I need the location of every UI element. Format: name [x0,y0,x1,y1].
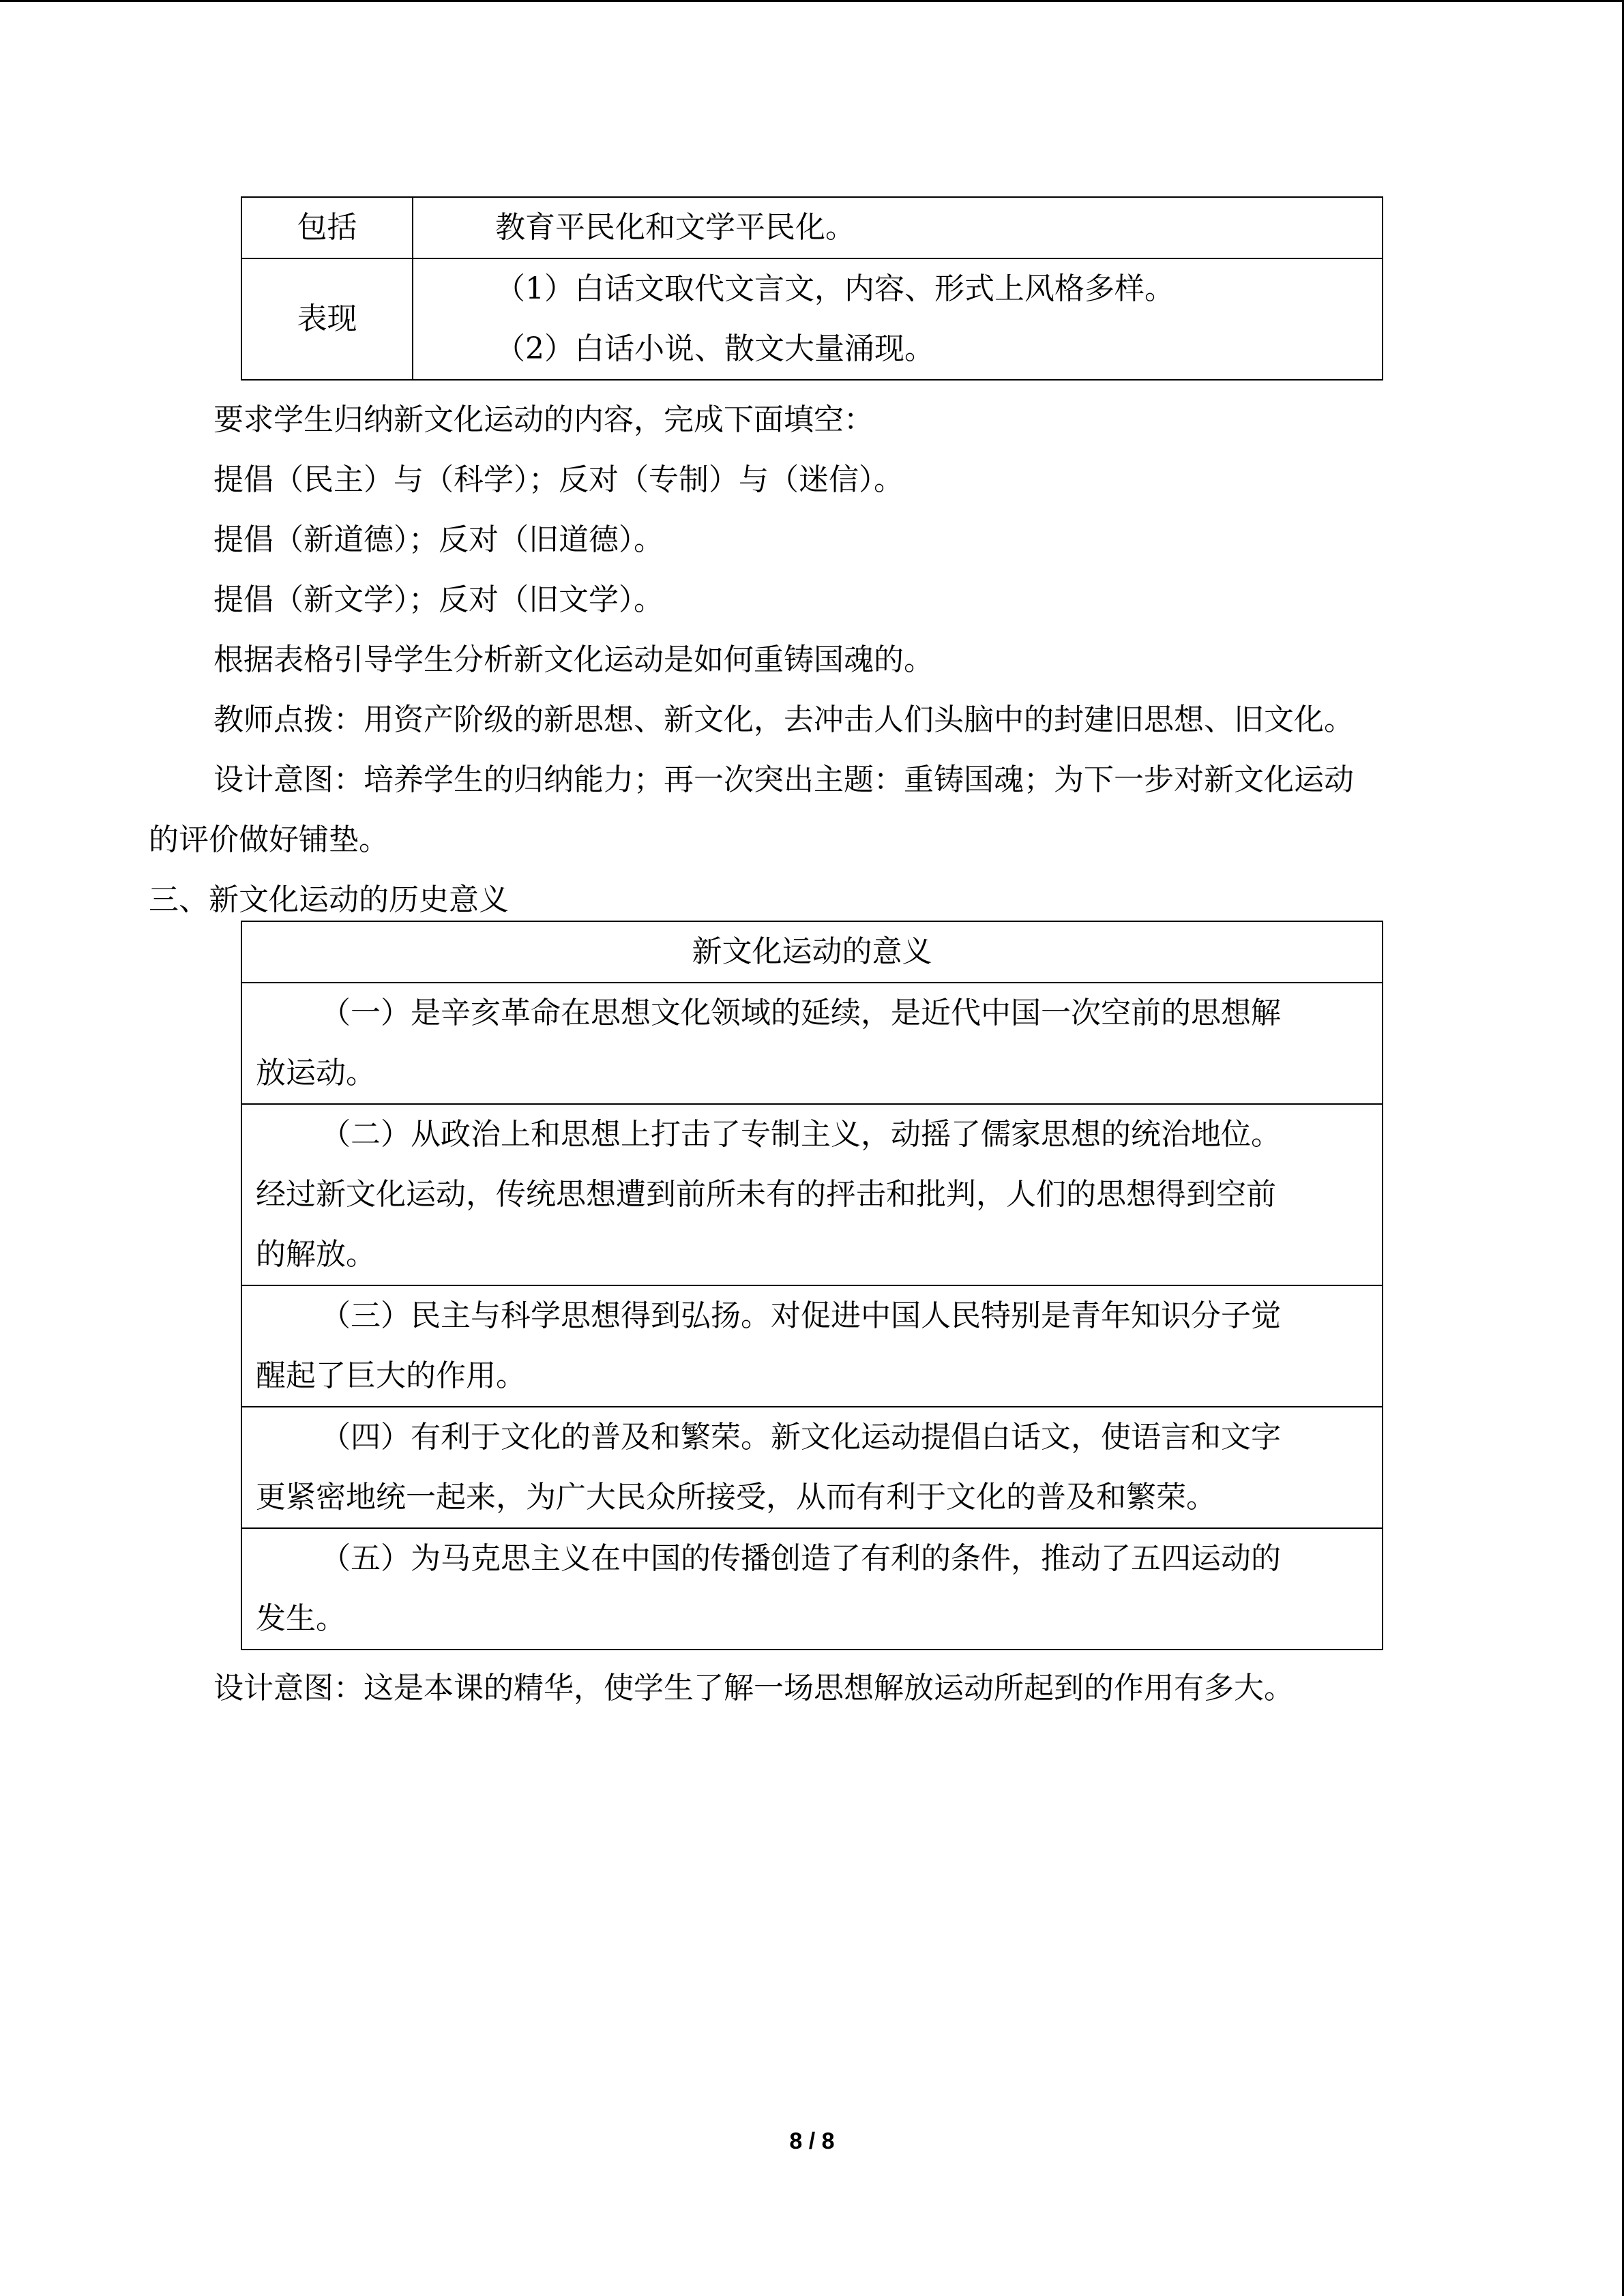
cell-line: 更紧密地统一起来，为广大民众所接受，从而有利于文化的普及和繁荣。 [256,1480,1216,1515]
table-row [241,983,1383,1104]
table-cell [241,983,1383,1104]
cell-line: 发生。 [256,1601,346,1636]
content-line: 教育平民化和文学平民化。 [495,210,855,245]
row-content-show [413,258,1383,380]
cell-line: 放运动。 [256,1056,376,1090]
table-row-show [241,258,1383,380]
content-line: （2）白话小说、散文大量涌现。 [495,331,934,366]
table-cell [241,1407,1383,1528]
paragraph-fill-3: 提倡（新文学）；反对（旧文学）。 [213,582,664,617]
cell-line: （二）从政治上和思想上打击了专制主义，动摇了儒家思想的统治地位。 [321,1117,1281,1152]
paragraph-fill-1: 提倡（民主）与（科学）；反对（专制）与（迷信）。 [213,462,904,497]
table-cell [241,1528,1383,1650]
paragraph-design-intent-line1: 设计意图：培养学生的归纳能力；再一次突出主题：重铸国魂；为下一步对新文化运动 [213,762,1354,797]
cell-line: （四）有利于文化的普及和繁荣。新文化运动提倡白话文，使语言和文字 [321,1420,1281,1455]
paragraph-closing: 设计意图：这是本课的精华，使学生了解一场思想解放运动所起到的作用有多大。 [213,1671,1294,1705]
cell-line: 的解放。 [256,1237,376,1272]
cell-line: 经过新文化运动，传统思想遭到前所未有的抨击和批判，人们的思想得到空前 [256,1177,1276,1212]
cell-line: 醒起了巨大的作用。 [256,1358,526,1393]
table-row-include [241,197,1383,258]
table-row [241,1285,1383,1407]
content-line: （1）白话文取代文言文，内容、形式上风格多样。 [495,271,1175,306]
paragraph-teacher-note: 教师点拨：用资产阶级的新思想、新文化，去冲击人们头脑中的封建旧思想、旧文化。 [213,702,1354,737]
table-row [241,1104,1383,1285]
table-header-row [241,921,1383,983]
table-cell [241,1104,1383,1285]
table-row [241,1407,1383,1528]
content-table [241,196,1383,381]
top-border-line [0,0,1624,2]
cell-line: （一）是辛亥革命在思想文化领域的延续，是近代中国一次空前的思想解 [321,996,1281,1030]
cell-line: （五）为马克思主义在中国的传播创造了有利的条件，推动了五四运动的 [321,1541,1281,1576]
row-content-include [413,197,1383,258]
table-cell [241,1285,1383,1407]
row-label-show: 表现 [241,258,413,380]
row-label-include: 包括 [241,197,413,258]
table-header: 新文化运动的意义 [241,921,1383,983]
paragraph-fill-2: 提倡（新道德）；反对（旧道德）。 [213,522,664,557]
paragraph-design-intent-line2: 的评价做好铺垫。 [149,822,389,857]
paragraph-instruction: 要求学生归纳新文化运动的内容，完成下面填空： [213,402,874,437]
page-number: 8 / 8 [789,2128,835,2154]
paragraph-guide: 根据表格引导学生分析新文化运动是如何重铸国魂的。 [213,642,934,677]
table-row [241,1528,1383,1650]
section-heading: 三、新文化运动的历史意义 [149,882,509,917]
significance-table [241,921,1383,1650]
cell-line: （三）民主与科学思想得到弘扬。对促进中国人民特别是青年知识分子觉 [321,1298,1281,1333]
